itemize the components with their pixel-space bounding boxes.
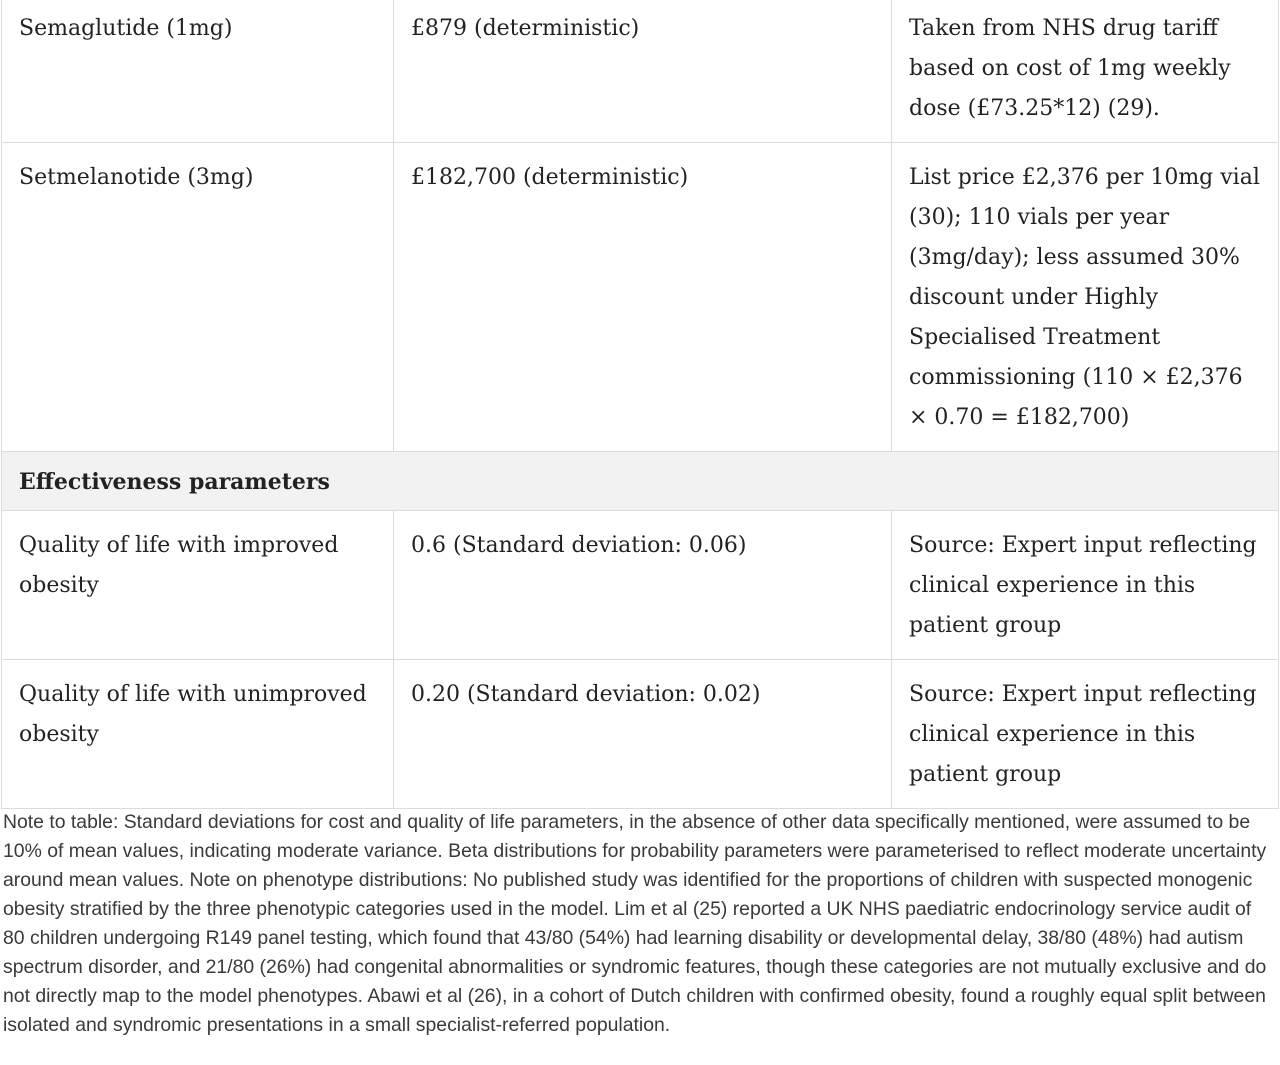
source-cell: Source: Expert input reflecting clinical experience in this patient group <box>892 511 1279 660</box>
table-row <box>2 143 1279 452</box>
parameter-cell: Quality of life with unimproved obesity <box>2 660 394 809</box>
table-row <box>2 511 1279 660</box>
parameter-cell: Quality of life with improved obesity <box>2 511 394 660</box>
table-note: Note to table: Standard deviations for cost and quality of life parameters, in the absence of other data specifically mentioned, were assumed to be 10% of mean values, indicating moderate variance. Beta distributions for probability parameters were parameterised to reflect moderate uncertainty around mean values. Note on phenotype distributions: No published study was identified for the proportions of children with suspected monogenic obesity stratified by the three phenotypic categories used in the model. Lim et al (25) reported a UK NHS paediatric endocrinology service audit of 80 children undergoing R149 panel testing, which found that 43/80 (54%) had learning disability or developmental delay, 38/80 (48%) had autism spectrum disorder, and 21/80 (26%) had congenital abnormalities or syndromic features, though these categories are not mutually exclusive and do not directly map to the model phenotypes. Abawi et al (26), in a cohort of Dutch children with confirmed obesity, found a roughly equal split between isolated and syndromic presentations in a small specialist-referred population. <box>3 811 1267 1036</box>
source-cell: Taken from NHS drug tariff based on cost of 1mg weekly dose (£73.25*12) (29). <box>892 0 1279 143</box>
value-cell: £879 (deterministic) <box>394 0 892 143</box>
value-cell: 0.20 (Standard deviation: 0.02) <box>394 660 892 809</box>
source-cell: List price £2,376 per 10mg vial (30); 110 vials per year (3mg/day); less assumed 30% discount under Highly Specialised Treatment commissioning (110 × £2,376 × 0.70 = £182,700) <box>892 143 1279 452</box>
source-cell: Source: Expert input reflecting clinical experience in this patient group <box>892 660 1279 809</box>
section-heading-row <box>2 452 1279 511</box>
section-heading: Effectiveness parameters <box>2 452 1279 511</box>
table-row <box>2 0 1279 143</box>
parameter-cell: Semaglutide (1mg) <box>2 0 394 143</box>
value-cell: 0.6 (Standard deviation: 0.06) <box>394 511 892 660</box>
table-row <box>2 660 1279 809</box>
parameter-cell: Setmelanotide (3mg) <box>2 143 394 452</box>
value-cell: £182,700 (deterministic) <box>394 143 892 452</box>
parameter-table <box>1 0 1279 809</box>
